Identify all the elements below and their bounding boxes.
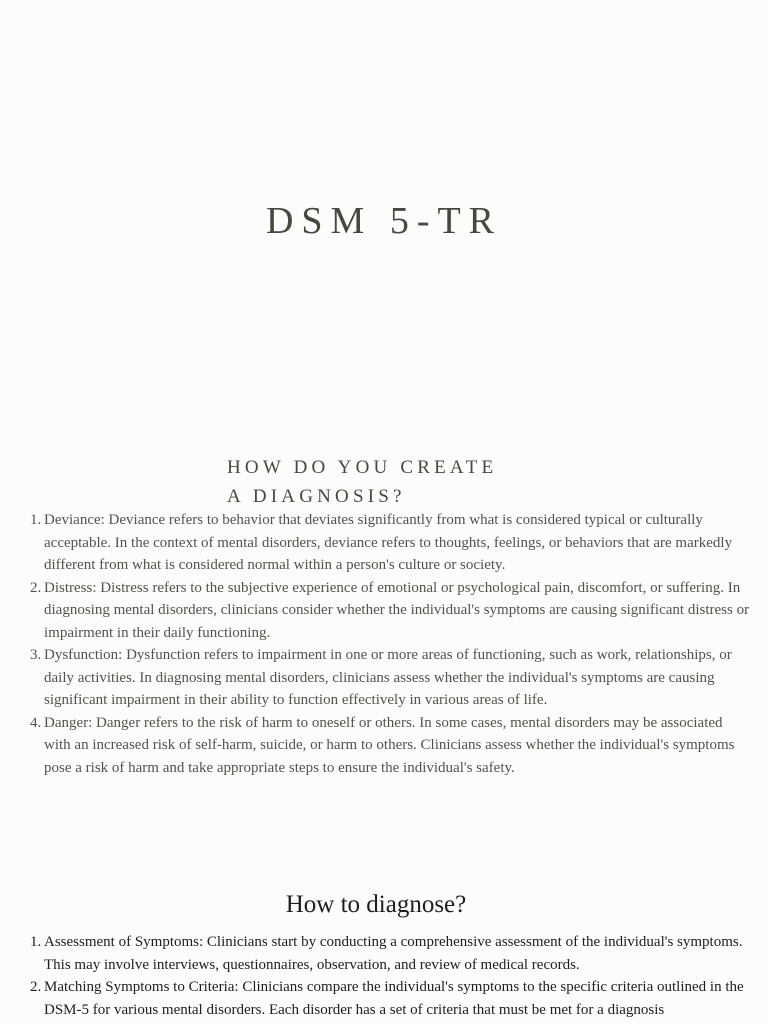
section-heading-create-diagnosis (227, 453, 567, 511)
list-number: 4. (30, 714, 42, 731)
list-item-text: Assessment of Symptoms: Clinicians start by conducting a comprehensive assessment of the individual's symptoms. This may involve interviews, questionnaires, observation, and review of medical records. (44, 934, 743, 973)
list-item-text: Dysfunction: Dysfunction refers to impairment in one or more areas of functioning, such as work, relationships, or daily activities. In diagnosing mental disorders, clinicians assess whether the individual's symptoms are causing significant impairment in their ability to function effectively in various areas of life. (44, 647, 732, 708)
list-item-text: Danger: Danger refers to the risk of harm to oneself or others. In some cases, mental disorders may be associated with an increased risk of self-harm, suicide, or harm to others. Clinicians assess whether the individual's symptoms pose a risk of harm and take appropriate steps to ensure the individual's safety. (44, 714, 735, 776)
section-heading-how-to-diagnose: How to diagnose? (285, 891, 467, 918)
list-item (0, 509, 768, 577)
list-number: 1. (30, 512, 42, 528)
list-number: 3. (30, 647, 42, 663)
list-item (0, 976, 768, 1021)
list-item (0, 931, 768, 976)
page-title: DSM 5-TR (265, 200, 503, 242)
list-item-text: Matching Symptoms to Criteria: Clinicians compare the individual's symptoms to the specific criteria outlined in the DSM-5 for various mental disorders. Each disorder has a set of criteria that must be met for a diagnosis (44, 979, 744, 1018)
section-heading-line-2: A DIAGNOSIS? (227, 486, 406, 507)
list-item (0, 712, 768, 780)
criteria-list (0, 509, 768, 779)
diagnosis-steps-list (0, 931, 768, 1021)
list-number: 2. (30, 579, 42, 596)
list-number: 1. (30, 934, 42, 950)
section-heading-line-1: HOW DO YOU CREATE (227, 457, 498, 478)
list-item-text: Distress: Distress refers to the subjective experience of emotional or psychological pain, discomfort, or suffering. In diagnosing mental disorders, clinicians consider whether the individual's symptoms are causing significant distress or impairment in their daily functioning. (44, 579, 750, 641)
list-item-text: Deviance: Deviance refers to behavior that deviates significantly from what is considered typical or culturally acceptable. In the context of mental disorders, deviance refers to thoughts, feelings, or behaviors that are markedly different from what is considered normal within a person's culture or society. (44, 512, 733, 573)
list-item (0, 644, 768, 712)
list-number: 2. (30, 979, 42, 995)
list-item (0, 577, 768, 645)
